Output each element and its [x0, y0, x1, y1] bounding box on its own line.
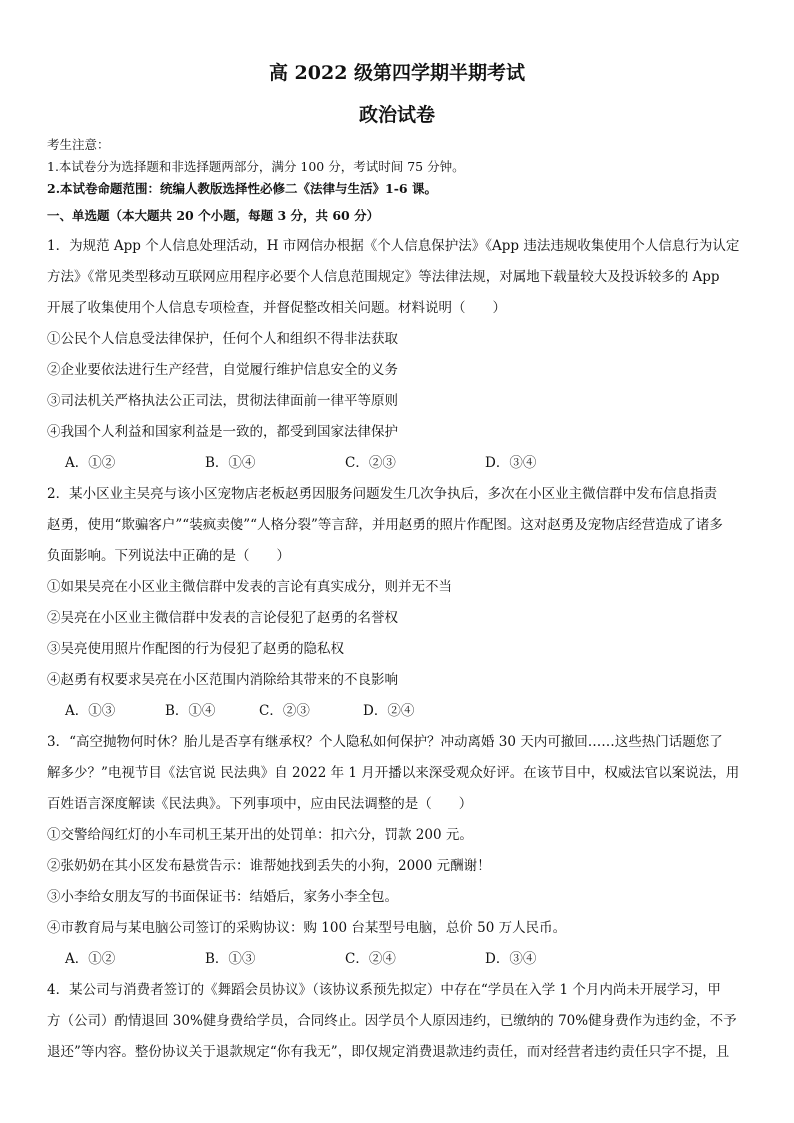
- exam-content: [47, 134, 747, 1068]
- statement-item: ②企业要依法进行生产经营，自觉履行维护信息安全的义务: [47, 362, 398, 378]
- question-4: [47, 975, 747, 1068]
- notice-label: 考生注意：: [47, 137, 110, 152]
- option-c[interactable]: C．②④: [345, 951, 396, 967]
- statement-item: ①公民个人信息受法律保护，任何个人和组织不得非法获取: [47, 331, 398, 347]
- option-a[interactable]: A．①②: [65, 455, 116, 471]
- question-stem-line: 解多少？”电视节目《法官说 民法典》自 2022 年 1 月开播以来深受观众好评。在该节目中，权威法官以案说法，用: [47, 765, 740, 781]
- statement-item: ④我国个人利益和国家利益是一致的，都受到国家法律保护: [47, 424, 398, 440]
- statement-item: ①如果吴亮在小区业主微信群中发表的言论有真实成分，则并无不当: [47, 579, 452, 595]
- option-b[interactable]: B．①③: [205, 951, 256, 967]
- statement-item: ③吴亮使用照片作配图的行为侵犯了赵勇的隐私权: [47, 641, 344, 657]
- notice-item-1: 1.本试卷分为选择题和非选择题两部分，满分 100 分，考试时间 75 分钟。: [47, 159, 465, 174]
- statement-item: ②吴亮在小区业主微信群中发表的言论侵犯了赵勇的名誉权: [47, 610, 398, 626]
- notice-item-2: 2.本试卷命题范围：统编人教版选择性必修二《法律与生活》1-6 课。: [47, 181, 437, 196]
- option-a[interactable]: A．①③: [65, 703, 116, 719]
- statement-item: ④赵勇有权要求吴亮在小区范围内消除给其带来的不良影响: [47, 672, 398, 688]
- statement-item: ③小李给女朋友写的书面保证书：结婚后，家务小李全包。: [47, 889, 398, 905]
- statement-item: ②张奶奶在其小区发布悬赏告示：谁帮她找到丢失的小狗，2000 元酬谢！: [47, 858, 491, 874]
- option-c[interactable]: C．②③: [345, 455, 396, 471]
- question-stem-line: 方法》《常见类型移动互联网应用程序必要个人信息范围规定》等法律法规，对属地下载量较大及投诉较多的 App: [47, 269, 720, 285]
- question-stem-line: 4．某公司与消费者签订的《舞蹈会员协议》（该协议系预先拟定）中存在“学员在入学 1 个月内尚未开展学习，甲: [47, 982, 721, 998]
- option-c[interactable]: C．②③: [259, 703, 310, 719]
- option-a[interactable]: A．①②: [65, 951, 116, 967]
- question-stem-line: 1．为规范 App 个人信息处理活动，H 市网信办根据《个人信息保护法》《App 违法违规收集使用个人信息行为认定: [47, 238, 740, 254]
- question-stem-line: 2．某小区业主吴亮与该小区宠物店老板赵勇因服务问题发生几次争执后，多次在小区业主微信群中发布信息指责: [47, 486, 718, 502]
- option-b[interactable]: B．①④: [165, 703, 216, 719]
- statement-item: ④市教育局与某电脑公司签订的采购协议：购 100 台某型号电脑，总价 50 万人民币。: [47, 920, 567, 936]
- section-heading: 一、单选题（本大题共 20 个小题，每题 3 分，共 60 分）: [47, 208, 380, 223]
- option-b[interactable]: B．①④: [205, 455, 256, 471]
- exam-title: 高 2022 级第四学期半期考试: [268, 62, 526, 84]
- question-stem-line: 3．“高空抛物何时休？胎儿是否享有继承权？个人隐私如何保护？冲动离婚 30 天内可撤回……这些热门话题您了: [47, 734, 723, 750]
- option-d[interactable]: D．②④: [363, 703, 415, 719]
- answer-options: [47, 448, 747, 479]
- question-stem-line: 负面影响。下列说法中正确的是（ ）: [47, 548, 290, 564]
- question-stem-line: 赵勇，使用“欺骗客户”“装疯卖傻”“人格分裂”等言辞，并用赵勇的照片作配图。这对赵勇及宠物店经营造成了诸多: [47, 517, 723, 533]
- option-d[interactable]: D．③④: [485, 951, 537, 967]
- statement-item: ③司法机关严格执法公正司法，贯彻法律面前一律平等原则: [47, 393, 398, 409]
- question-2: [47, 479, 747, 727]
- answer-options: [47, 696, 747, 727]
- question-stem-line: 方（公司）酌情退回 30%健身费给学员，合同终止。因学员个人原因违约，已缴纳的 70%健身费作为违约金，不予: [47, 1013, 737, 1029]
- question-3: [47, 727, 747, 975]
- question-1: [47, 231, 747, 479]
- question-stem-line: 百姓语言深度解读《民法典》。下列事项中，应由民法调整的是（ ）: [47, 796, 473, 812]
- option-d[interactable]: D．③④: [485, 455, 537, 471]
- statement-item: ①交警给闯红灯的小车司机王某开出的处罚单：扣六分，罚款 200 元。: [47, 827, 473, 843]
- exam-subtitle: 政治试卷: [358, 104, 435, 126]
- answer-options: [47, 944, 747, 975]
- question-stem-line: 退还”等内容。整份协议关于退款规定“你有我无”，即仅规定消费退款违约责任，而对经营者违约责任只字不提，且: [47, 1044, 730, 1060]
- question-stem-line: 开展了收集使用个人信息专项检查，并督促整改相关问题。材料说明（ ）: [47, 300, 506, 316]
